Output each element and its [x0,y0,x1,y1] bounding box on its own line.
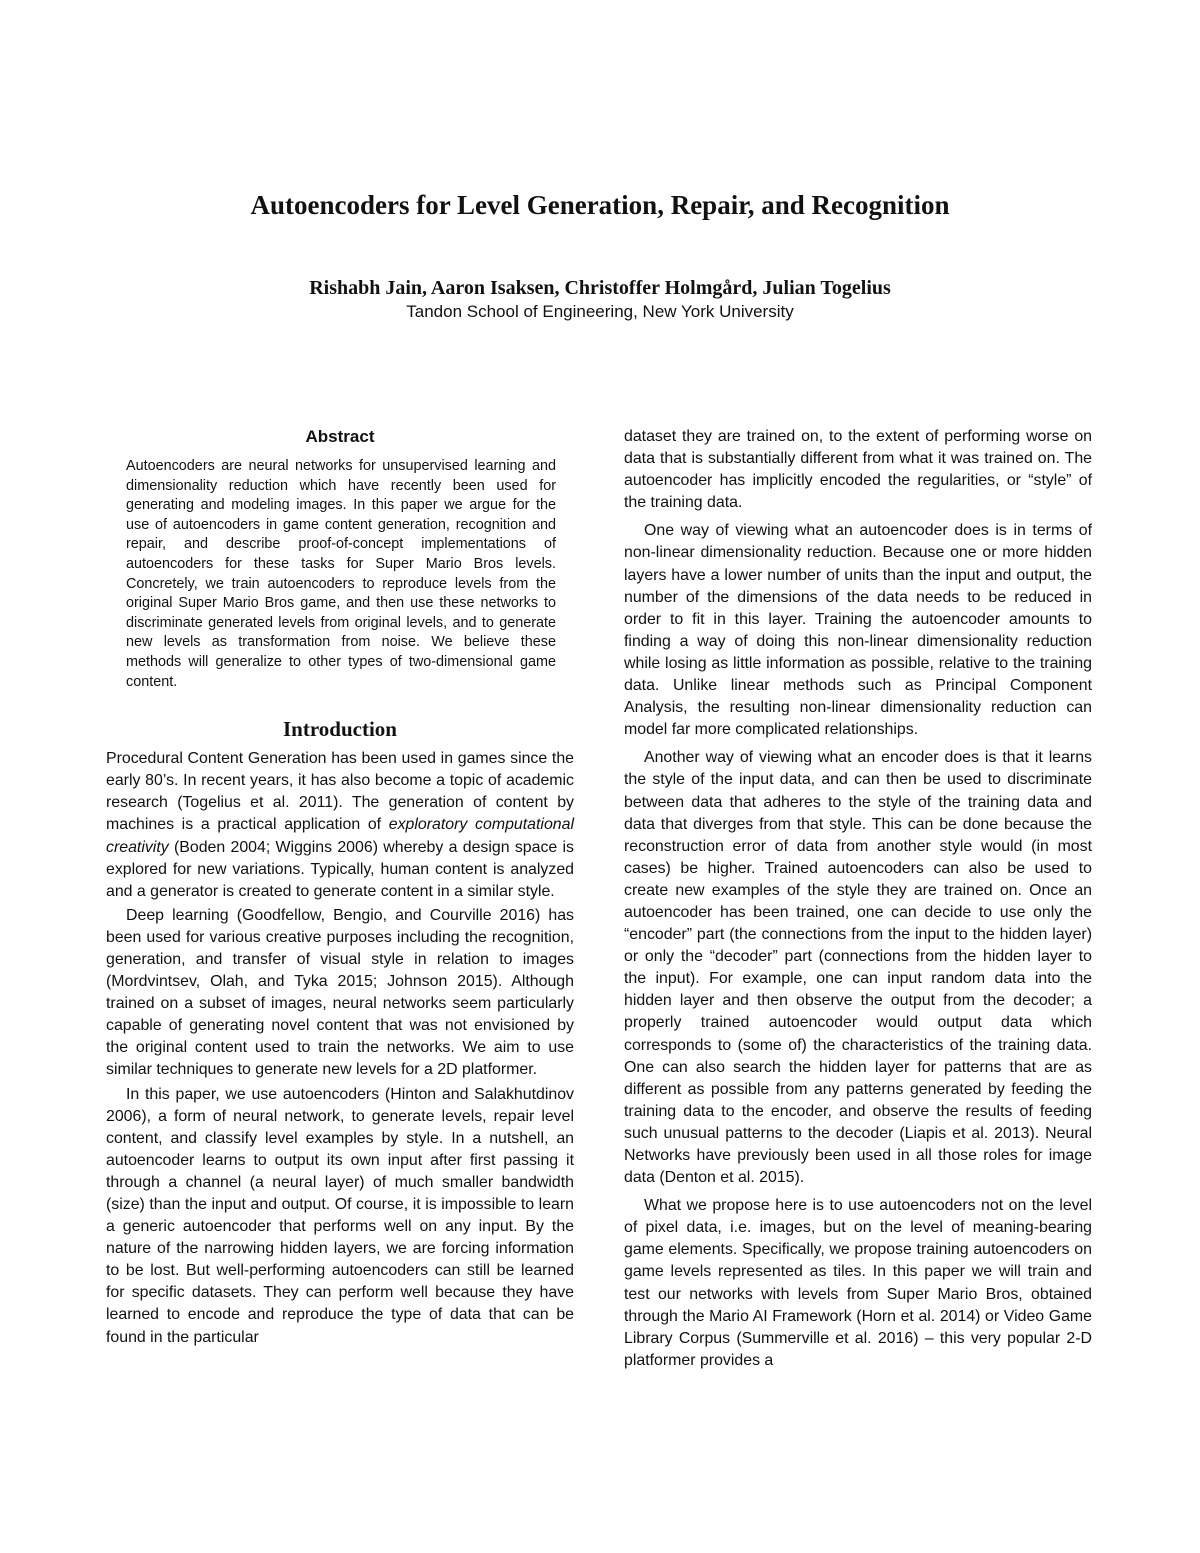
intro-paragraph-1-emphasis: exploratory computational creativity [106,816,574,856]
author-affiliation: Tandon School of Engineering, New York University [406,302,794,321]
abstract-text: Autoencoders are neural networks for unsupervised learning and dimensionality reduction which have recently been used for generating and modeling images. In this paper we argue for the use of autoencoders in game content generation, recognition and repair, and describe proof-of-concept implementations of autoencoders for these tasks for Super Mario Bros levels. Concretely, we train autoencoders to reproduce levels from the original Super Mario Bros game, and then use these networks to discriminate generated levels from original levels, and to generate new levels as transformation from noise. We believe these methods will generalize to other types of two-dimensional game content. [126,458,556,690]
introduction-heading: Introduction [283,717,397,742]
intro-paragraph-1 [106,748,574,903]
intro-paragraph-6: What we propose here is to use autoencoders not on the level of pixel data, i.e. images, but on the level of meaning-bearing game elements. Specifically, we propose training autoencoders on game levels represented as tiles. In this paper we will train and test our networks with levels from Super Mario Bros, obtained through the Mario AI Framework (Horn et al. 2014) or Video Game Library Corpus (Summerville et al. 2016) – this very popular 2-D platformer provides a [624,1197,1092,1369]
intro-paragraph-1-after: (Boden 2004; Wiggins 2006) whereby a design space is explored for new variations. Typically, human content is analyzed and a generator is created to generate content in a similar style. [106,838,574,900]
left-column [106,426,574,1349]
right-column [624,426,1092,1372]
paper-title: Autoencoders for Level Generation, Repair, and Recognition [250,190,950,220]
intro-paragraph-3: In this paper, we use autoencoders (Hinton and Salakhutdinov 2006), a form of neural network, to generate levels, repair level content, and classify level examples by style. In a nutshell, an autoencoder learns to output its own input after first passing it through a channel (a neural layer) of much smaller bandwidth (size) than the input and output. Of course, it is impossible to learn a generic autoencoder that performs well on any input. By the nature of the narrowing hidden layers, we are forcing information to be lost. But well-performing autoencoders can still be learned for specific datasets. They can perform well because they have learned to encode and reproduce the type of data that can be found in the particular [106,1085,574,1346]
intro-paragraph-2: Deep learning (Goodfellow, Bengio, and Courville 2016) has been used for various creative purposes including the recognition, generation, and transfer of visual style in relation to images (Mordvintsev, Olah, and Tyka 2015; Johnson 2015). Although trained on a subset of images, neural networks seem particularly capable of generating novel content that was not envisioned by the original content used to train the networks. We aim to use similar techniques to generate new levels for a 2D platformer. [106,906,574,1079]
intro-paragraph-1-before: Procedural Content Generation has been used in games since the early 80’s. In recent years, it has also become a topic of academic research (Togelius et al. 2011). The generation of content by machines is a practical application of [106,750,574,834]
intro-paragraph-5: Another way of viewing what an encoder does is that it learns the style of the input data, and can then be used to discriminate between data that adheres to the style of the training data and data that diverges from that style. This can be done because the reconstruction error of data from another style would (in most cases) be higher. Trained autoencoders can also be used to create new examples of the style they are trained on. Once an autoencoder has been trained, one can decide to use only the “encoder” part (the connections from the input to the hidden layer) or only the “decoder” part (connections from the hidden layer to the input). For example, one can input random data into the hidden layer and then observe the output from the decoder; a properly trained autoencoder would output data which corresponds to (some of) the characteristics of the training data. One can also search the hidden layer for patterns that are as different as possible from any patterns generated by feeding the training data to the encoder, and observe the results of feeding such unusual patterns to the decoder (Liapis et al. 2013). Neural Networks have previously been used in all those roles for image data (Denton et al. 2015). [624,749,1092,1187]
abstract-heading: Abstract [305,427,375,446]
author-list: Rishabh Jain, Aaron Isaksen, Christoffer Holmgård, Julian Togelius [309,277,891,299]
intro-paragraph-4: One way of viewing what an autoencoder does is in terms of non-linear dimensionality reduction. Because one or more hidden layers have a lower number of units than the input and output, the number of the dimensions of the data needs to be reduced in order to fit in this layer. Training the autoencoder amounts to finding a way of doing this non-linear dimensionality reduction while losing as little information as possible, relative to the training data. Unlike linear methods such as Principal Component Analysis, the resulting non-linear dimensionality reduction can model far more complicated relationships. [624,522,1092,739]
intro-paragraph-3-continued: dataset they are trained on, to the extent of performing worse on data that is substantially different from what it was trained on. The autoencoder has implicitly encoded the regularities, or “style” of the training data. [624,428,1092,512]
